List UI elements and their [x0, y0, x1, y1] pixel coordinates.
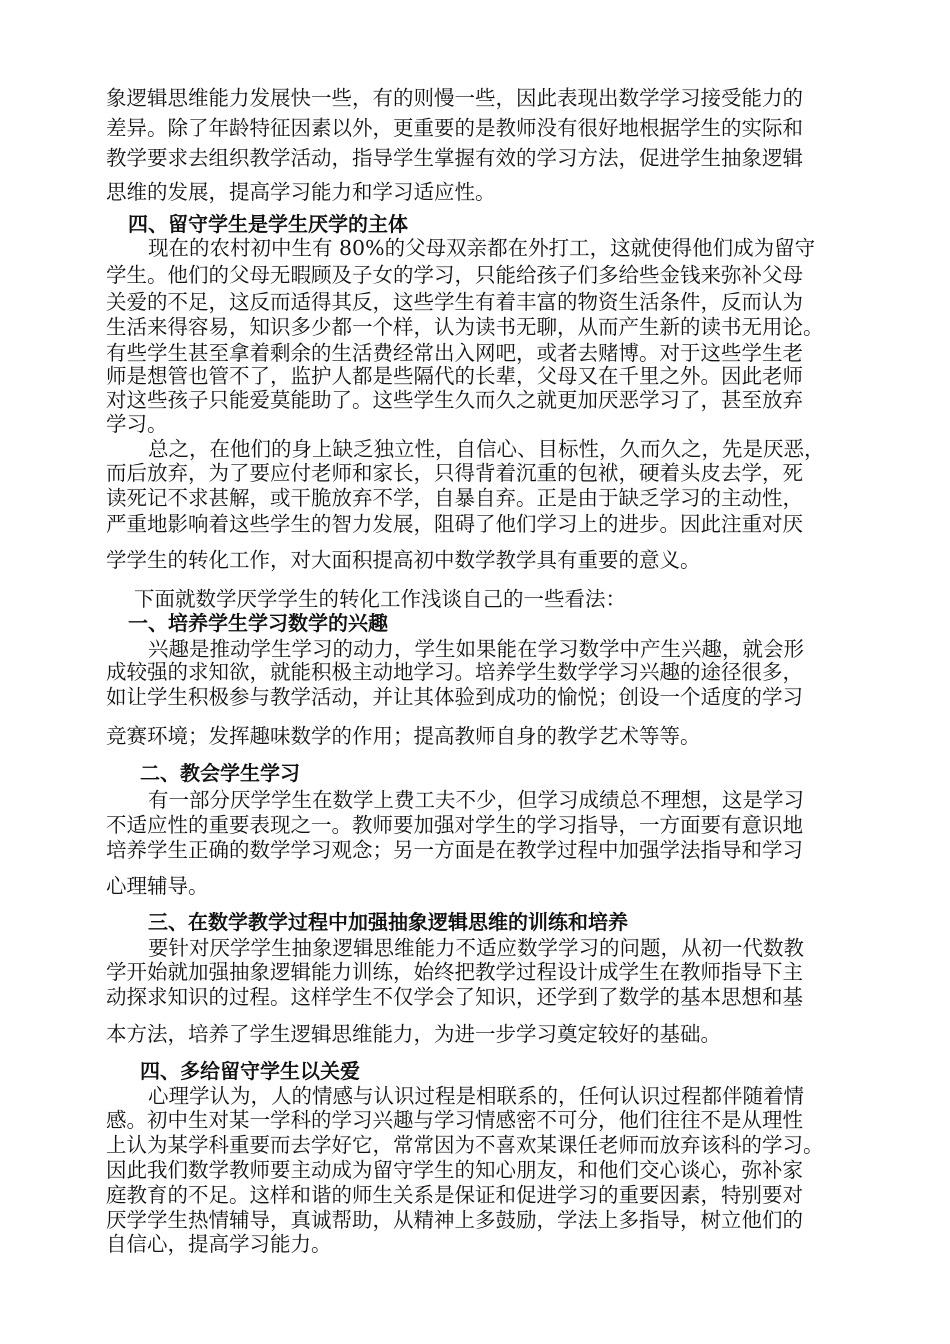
body-text-line: 动探求知识的过程。这样学生不仅学会了知识，还学到了数学的基本思想和基 — [106, 985, 803, 1009]
body-text-line: 思维的发展，提高学习能力和学习适应性。 — [106, 180, 496, 204]
body-text-line: 兴趣是推动学生学习的动力，学生如果能在学习数学中产生兴趣，就会形 — [148, 637, 804, 661]
body-text-line: 有一部分厌学学生在数学上费工夫不少，但学习成绩总不理想，这是学习 — [148, 788, 804, 812]
body-text-line: 而后放弃，为了要应付老师和家长，只得背着沉重的包袱，硬着头皮去学，死 — [106, 461, 803, 485]
body-text-line: 不适应性的重要表现之一。教师要加强对学生的学习指导，一方面要有意识地 — [106, 813, 803, 837]
body-text-line: 学开始就加强抽象逻辑能力训练，始终把教学过程设计成学生在教师指导下主 — [106, 960, 803, 984]
body-text-line: 下面就数学厌学学生的转化工作浅谈自己的一些看法： — [134, 587, 626, 611]
body-text-line: 要针对厌学学生抽象逻辑思维能力不适应数学学习的问题，从初一代数教 — [148, 936, 804, 960]
body-text-line: 差异。除了年龄特征因素以外，更重要的是教师没有很好地根据学生的实际和 — [106, 116, 803, 140]
body-text-line: 如让学生积极参与教学活动，并让其体验到成功的愉悦；创设一个适度的学习 — [106, 685, 803, 709]
section-heading: 四、留守学生是学生厌学的主体 — [128, 212, 408, 236]
body-text-line: 有些学生甚至拿着剩余的生活费经常出入网吧，或者去赌博。对于这些学生老 — [106, 341, 803, 365]
body-text-line: 师是想管也管不了，监护人都是些隔代的长辈，父母又在千里之外。因此老师 — [106, 364, 803, 388]
body-text-line: 感。初中生对某一学科的学习兴趣与学习情感密不可分，他们往往不是从理性 — [106, 1108, 803, 1132]
body-text-line: 读死记不求甚解，或干脆放弃不学，自暴自弃。正是由于缺乏学习的主动性， — [106, 486, 803, 510]
body-text-line: 厌学学生热情辅导，真诚帮助，从精神上多鼓励，学法上多指导，树立他们的 — [106, 1208, 803, 1232]
body-text-line: 对这些孩子只能爱莫能助了。这些学生久而久之就更加厌恶学习了，甚至放弃 — [106, 388, 803, 412]
body-text-line: 庭教育的不足。这样和谐的师生关系是保证和促进学习的重要因素，特别要对 — [106, 1183, 803, 1207]
section-heading: 二、教会学生学习 — [140, 761, 300, 785]
body-text-line: 总之，在他们的身上缺乏独立性，自信心、目标性，久而久之，先是厌恶， — [148, 437, 825, 461]
body-text-line: 心理学认为，人的情感与认识过程是相联系的，任何认识过程都伴随着情 — [148, 1084, 804, 1108]
body-text-line: 自信心，提高学习能力。 — [106, 1232, 332, 1256]
body-text-line: 学学生的转化工作，对大面积提高初中数学教学具有重要的意义。 — [106, 548, 701, 572]
body-text-line: 成较强的求知欲，就能积极主动地学习。培养学生数学学习兴趣的途径很多， — [106, 660, 803, 684]
body-text-line: 现在的农村初中生有 80%的父母双亲都在外打工，这就使得他们成为留守 — [148, 236, 816, 260]
body-text-line: 生活来得容易，知识多少都一个样，认为读书无聊，从而产生新的读书无用论。 — [106, 315, 824, 339]
section-heading: 一、培养学生学习数学的兴趣 — [128, 611, 388, 635]
body-text-line: 因此我们数学教师要主动成为留守学生的知心朋友，和他们交心谈心，弥补家 — [106, 1158, 803, 1182]
section-heading: 三、在数学教学过程中加强抽象逻辑思维的训练和培养 — [148, 910, 628, 934]
body-text-line: 严重地影响着这些学生的智力发展，阻碍了他们学习上的进步。因此注重对厌 — [106, 512, 803, 536]
body-text-line: 教学要求去组织教学活动，指导学生掌握有效的学习方法，促进学生抽象逻辑 — [106, 146, 803, 170]
body-text-line: 本方法，培养了学生逻辑思维能力，为进一步学习奠定较好的基础。 — [106, 1022, 721, 1046]
body-text-line: 学生。他们的父母无暇顾及子女的学习，只能给孩子们多给些金钱来弥补父母 — [106, 263, 803, 287]
body-text-line: 上认为某学科重要而去学好它，常常因为不喜欢某课任老师而放弃该科的学习。 — [106, 1133, 824, 1157]
body-text-line: 培养学生正确的数学学习观念；另一方面是在教学过程中加强学法指导和学习 — [106, 838, 803, 862]
body-text-line: 心理辅导。 — [106, 874, 209, 898]
body-text-line: 竞赛环境；发挥趣味数学的作用；提高教师自身的教学艺术等等。 — [106, 724, 701, 748]
body-text-line: 象逻辑思维能力发展快一些，有的则慢一些，因此表现出数学学习接受能力的 — [106, 86, 803, 110]
body-text-line: 学习。 — [106, 412, 168, 436]
section-heading: 四、多给留守学生以关爱 — [140, 1059, 360, 1083]
body-text-line: 关爱的不足，这反而适得其反，这些学生有着丰富的物资生活条件，反而认为 — [106, 290, 803, 314]
